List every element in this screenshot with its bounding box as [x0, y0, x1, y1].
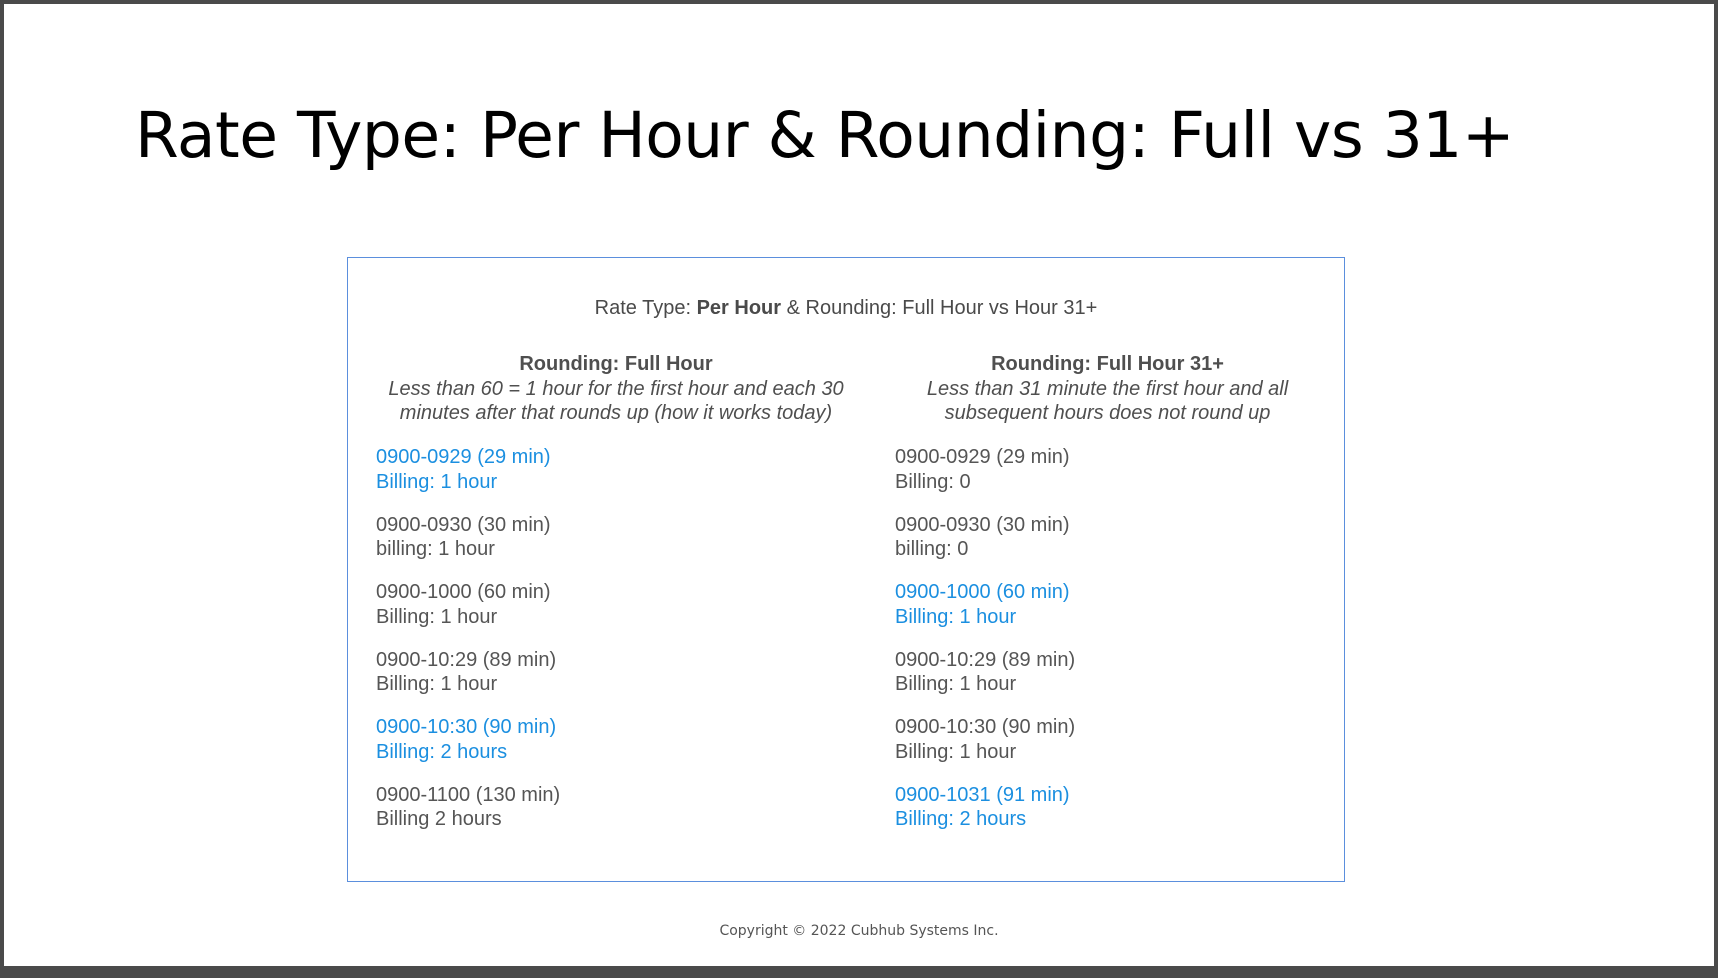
card-heading-prefix: Rate Type: [594, 297, 697, 319]
entry-billing: Billing: 2 hours [376, 740, 508, 763]
column-header [376, 352, 856, 426]
entry-billing: Billing: 1 hour [376, 605, 498, 628]
list-item [376, 580, 551, 629]
column-title: Rounding: Full Hour 31+ [991, 353, 1224, 375]
entry-range: 0900-1031 (91 min) [895, 783, 1070, 806]
list-item [895, 648, 1075, 697]
entry-range: 0900-1000 (60 min) [895, 581, 1070, 603]
column-description: Less than 60 = 1 hour for the first hour and each 30 minutes after that rounds up (how it works today) [388, 377, 844, 424]
card-heading [348, 296, 1344, 320]
slide [4, 4, 1714, 966]
entry-billing: Billing 2 hours [376, 808, 502, 830]
entry-range: 0900-10:29 (89 min) [895, 648, 1076, 671]
list-item [376, 513, 551, 562]
entry-range: 0900-0929 (29 min) [895, 446, 1070, 468]
entry-billing: Billing: 2 hours [895, 808, 1027, 830]
card-heading-bold: Per Hour [696, 297, 782, 319]
entry-billing: Billing: 1 hour [895, 673, 1017, 695]
full-hour-column [376, 352, 856, 830]
entry-range: 0900-10:30 (90 min) [376, 716, 557, 738]
entry-billing: Billing: 1 hour [895, 605, 1017, 628]
list-item [895, 783, 1070, 832]
entry-billing: Billing: 0 [895, 470, 971, 493]
list-item [895, 715, 1075, 764]
entry-billing: Billing: 1 hour [376, 470, 498, 493]
entry-range: 0900-0929 (29 min) [376, 446, 551, 468]
list-item [376, 715, 556, 764]
column-description: Less than 31 minute the first hour and all subsequent hours does not round up [926, 377, 1289, 424]
list-item [895, 580, 1070, 629]
entry-billing: Billing: 1 hour [895, 740, 1017, 763]
card-heading-suffix: & Rounding: Full Hour vs Hour 31+ [781, 297, 1098, 319]
entry-range: 0900-0930 (30 min) [895, 513, 1070, 536]
slide-title: Rate Type: Per Hour & Rounding: Full vs 31+ [135, 99, 1515, 172]
entry-range: 0900-1100 (130 min) [376, 783, 561, 806]
entry-range: 0900-10:29 (89 min) [376, 648, 557, 671]
full-hour-31-column [895, 352, 1320, 830]
entry-range: 0900-0930 (30 min) [376, 513, 551, 536]
entry-billing: Billing: 1 hour [376, 673, 498, 695]
list-item [895, 513, 1070, 562]
copyright-footer: Copyright © 2022 Cubhub Systems Inc. [719, 923, 999, 939]
entry-range: 0900-10:30 (90 min) [895, 716, 1076, 738]
rate-comparison-card [347, 257, 1345, 882]
entry-range: 0900-1000 (60 min) [376, 581, 551, 603]
list-item [376, 783, 560, 832]
entry-billing: billing: 0 [895, 538, 969, 560]
entry-billing: billing: 1 hour [376, 538, 495, 560]
column-title: Rounding: Full Hour [519, 353, 713, 375]
list-item [376, 445, 551, 494]
list-item [895, 445, 1070, 494]
column-header [895, 352, 1320, 426]
list-item [376, 648, 556, 697]
